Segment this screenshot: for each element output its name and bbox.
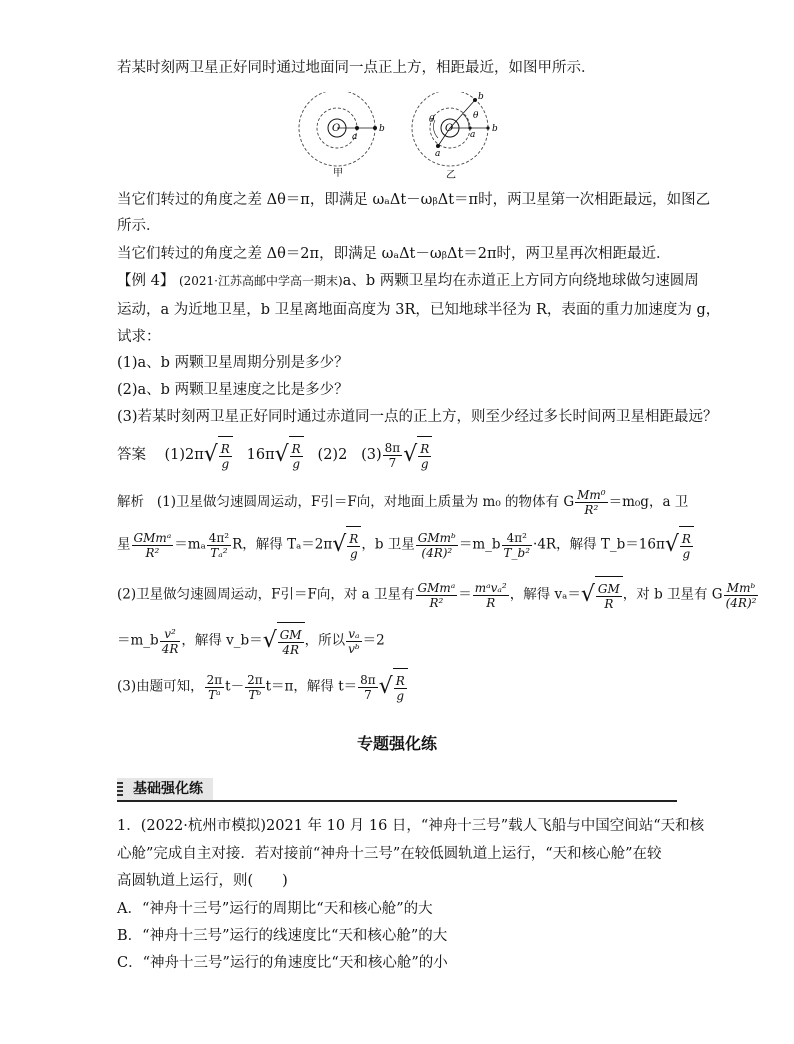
satellite-b	[373, 126, 377, 130]
sqrt-r-over-g-3: √ $\frac{R}{g}$	[403, 436, 432, 474]
solution-line3: (2)卫星做匀速圆周运动，F引＝F向，对 a 卫星有 $\frac{\text{GMmᵃ}}{\text{R²}}$ ＝ $\frac{\text{mᵃvₐ²}}{R}$ ，解得 vₐ＝√ $\frac{GM}{R}$ ，对 b 卫星有 G $\frac{\text{Mmᵇ}}{\text{(4R)²}}$	[117, 576, 759, 614]
answer-line	[117, 436, 432, 474]
para1-line2: 所示．	[117, 218, 161, 234]
answer-1-prefix: (1)2π	[164, 447, 204, 463]
point-b0	[486, 126, 489, 129]
label-o: O	[332, 123, 341, 134]
figure-jia	[292, 92, 392, 177]
label-b-right: b	[492, 124, 498, 134]
answer-2: (2)2	[317, 447, 348, 463]
satellite-a	[355, 126, 359, 130]
solution-line5: (3)由题可知， $\frac{2\pi}{\text{Tᵃ}}$ t－ $\frac{2\pi}{\text{Tᵇ}}$ t＝π，解得 t＝ $\frac{8\pi}{7}$ √ $\frac{R}{g}$	[117, 668, 408, 706]
solution-label: 解析	[117, 494, 144, 510]
answer-label: 答案	[117, 447, 146, 463]
option-a: A．“神舟十三号”运行的周期比“天和核心舱”的大	[117, 901, 433, 917]
solution-line1: 解析 (1)卫星做匀速圆周运动，F引＝F向，对地面上质量为 m₀ 的物体有 G $\frac{\text{Mm⁰}}{\text{R²}}$ ＝m₀g，a 卫	[117, 488, 689, 517]
q1-line1: 1．(2022·杭州市模拟)2021 年 10 月 16 日，“神舟十三号”载人飞船与中国空间站“天和核	[117, 818, 705, 834]
caption-yi: 乙	[446, 170, 456, 180]
question-3: (3)若某时刻两卫星正好同时通过赤道同一点的正上方，则至少经过多长时间两卫星相距最远？	[117, 409, 718, 425]
caption-jia: 甲	[333, 168, 343, 177]
frac-8pi-7: $\frac{8\pi}{7}$	[384, 440, 401, 470]
frac-mm0-r2: $\frac{\text{Mm⁰}}{\text{R²}}$	[577, 488, 606, 517]
section-rule	[117, 800, 677, 802]
example-tag: 【例 4】	[117, 273, 175, 289]
example-line3: 试求：	[117, 329, 161, 345]
intro-text: 若某时刻两卫星正好同时通过地面同一点正上方，相距最近，如图甲所示．	[117, 60, 596, 76]
solution-line4: ＝m_b $\frac{\text{v²}}{4R}$ ，解得 v_b＝√ $\frac{GM}{4R}$ ，所以 $\frac{\text{vₐ}}{\text{vᵇ}}$ ＝2	[117, 622, 385, 660]
label-theta-left: θ	[429, 115, 435, 125]
satellite-a	[436, 144, 440, 148]
answer-3-prefix: (3)	[361, 447, 382, 463]
stripe-icon	[117, 782, 123, 796]
example-source: (2021·江苏高邮中学高一期末)	[178, 274, 343, 288]
option-b: B．“神舟十三号”运行的线速度比“天和核心舱”的大	[117, 928, 448, 944]
section-heading: 专题强化练	[356, 734, 437, 753]
q1-line3: 高圆轨道上运行，则( )	[117, 873, 288, 889]
question-2: (2)a、b 两颗卫星速度之比是多少？	[117, 382, 349, 398]
figure-yi	[405, 92, 505, 180]
label-o: O	[445, 123, 454, 134]
q1-line2: 心舱”完成自主对接．若对接前“神舟十三号”在较低圆轨道上运行，“天和核心舱”在较	[117, 846, 662, 862]
solution-line2: 星 $\frac{\text{GMmᵃ}}{\text{R²}}$ ＝mₐ $\frac{\text{4π²}}{\text{Tₐ²}}$ R，解得 Tₐ＝2π√ $\frac{R}{g}$ ，b 卫星 $\frac{\text{GMmᵇ}}{\text{(4R)²}}$ ＝m_b $\frac{\text{4π²}}{\text{T\_b²}}$ ·4R，解得 T_b＝16π√ $\frac{R}{g}$	[117, 526, 694, 564]
b-radius	[450, 100, 475, 128]
answer-1-mid: 16π	[246, 447, 275, 463]
option-c: C．“神舟十三号”运行的角速度比“天和核心舱”的小	[117, 955, 448, 971]
sqrt-r-over-g: √ $\frac{R}{g}$	[204, 436, 233, 474]
label-b: b	[379, 124, 385, 134]
sqrt-r-over-g-2: √ $\frac{R}{g}$	[275, 436, 304, 474]
example-line1	[117, 271, 699, 291]
section-tag	[117, 778, 213, 800]
section-bar	[117, 778, 677, 802]
section-title: 基础强化练	[133, 781, 203, 797]
label-b-top: b	[478, 92, 484, 102]
label-theta: θ	[473, 111, 479, 121]
label-a-bottom: a	[435, 149, 441, 159]
para1-line1: 当它们转过的角度之差 Δθ＝π，即满足 ωₐΔt－ωᵦΔt＝π时，两卫星第一次相距最远，如图乙	[117, 192, 711, 208]
satellite-b	[473, 98, 477, 102]
question-1: (1)a、b 两颗卫星周期分别是多少？	[117, 355, 349, 371]
label-a-mid: a	[470, 130, 476, 140]
label-a: a	[352, 132, 358, 142]
example-text1: a、b 两颗卫星均在赤道正上方同方向绕地球做匀速圆周	[342, 273, 699, 289]
para2: 当它们转过的角度之差 Δθ＝2π，即满足 ωₐΔt－ωᵦΔt＝2π时，两卫星再次相距最近．	[117, 246, 671, 262]
example-line2: 运动，a 为近地卫星，b 卫星离地面高度为 3R，已知地球半径为 R，表面的重力加速度为 g，	[117, 302, 721, 318]
